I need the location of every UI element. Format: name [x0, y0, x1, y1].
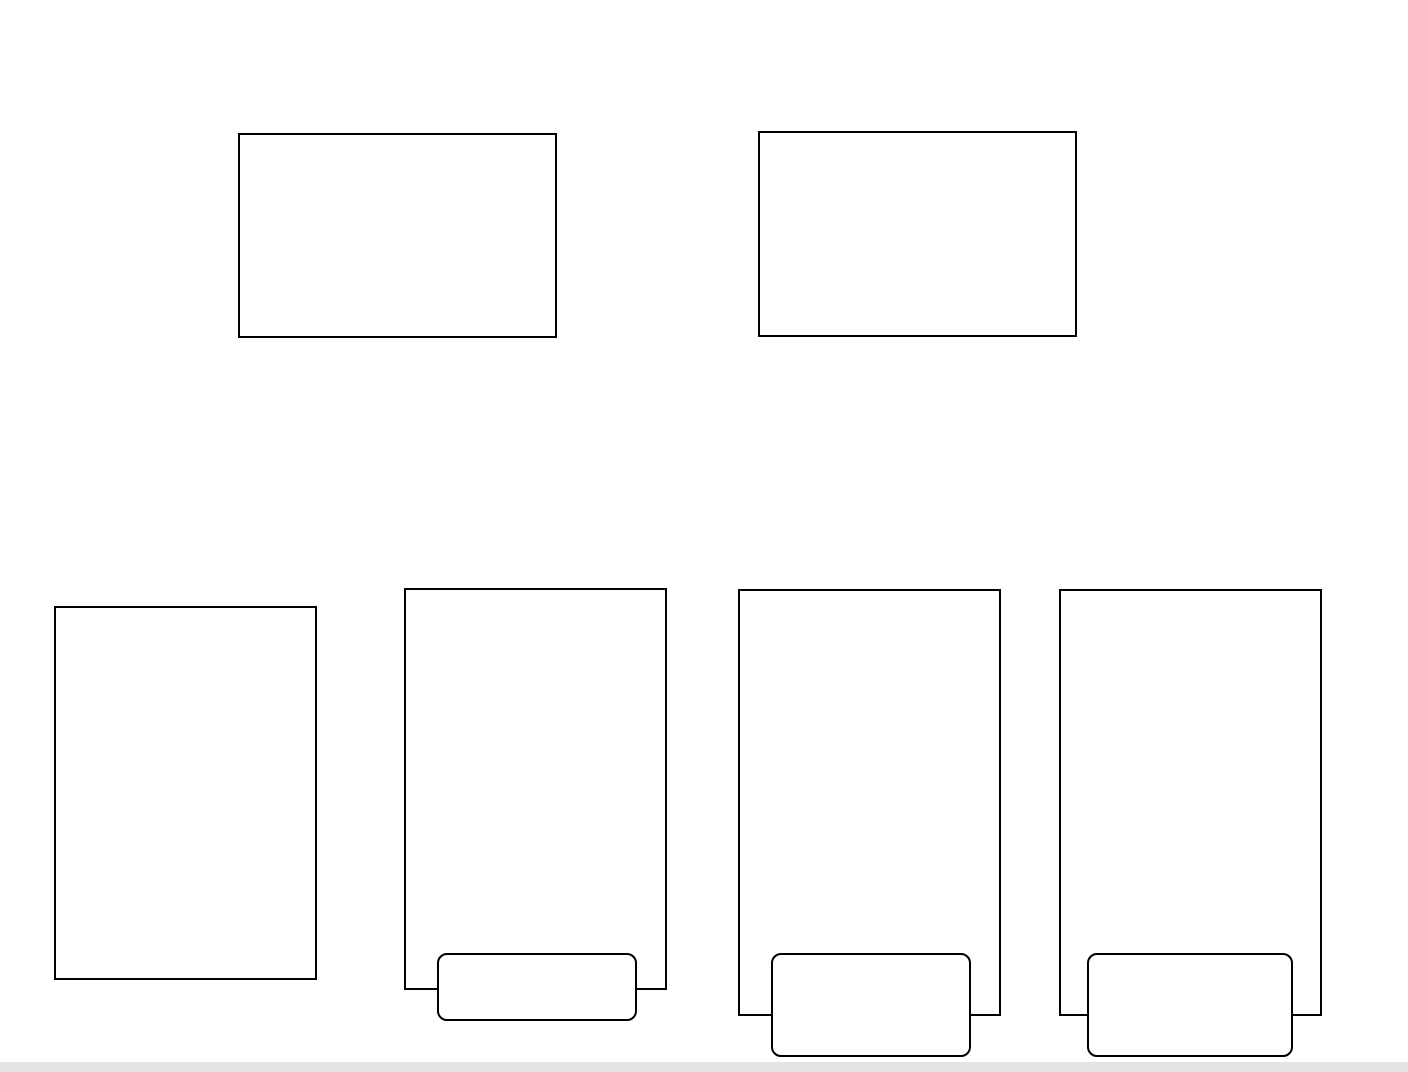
bottom-scroll-strip: [0, 1062, 1408, 1072]
graph-box-plain: [55, 607, 316, 979]
maximum-matching-label: [1087, 953, 1293, 1057]
example-box-2: [759, 132, 1076, 336]
maximal-matching-label: [771, 953, 971, 1057]
matching-label: [437, 953, 637, 1021]
graph-box-maximal: [739, 590, 1000, 1015]
example-box-1: [239, 134, 556, 337]
graph-box-maximum: [1060, 590, 1321, 1015]
graph-box-matching: [405, 589, 666, 989]
